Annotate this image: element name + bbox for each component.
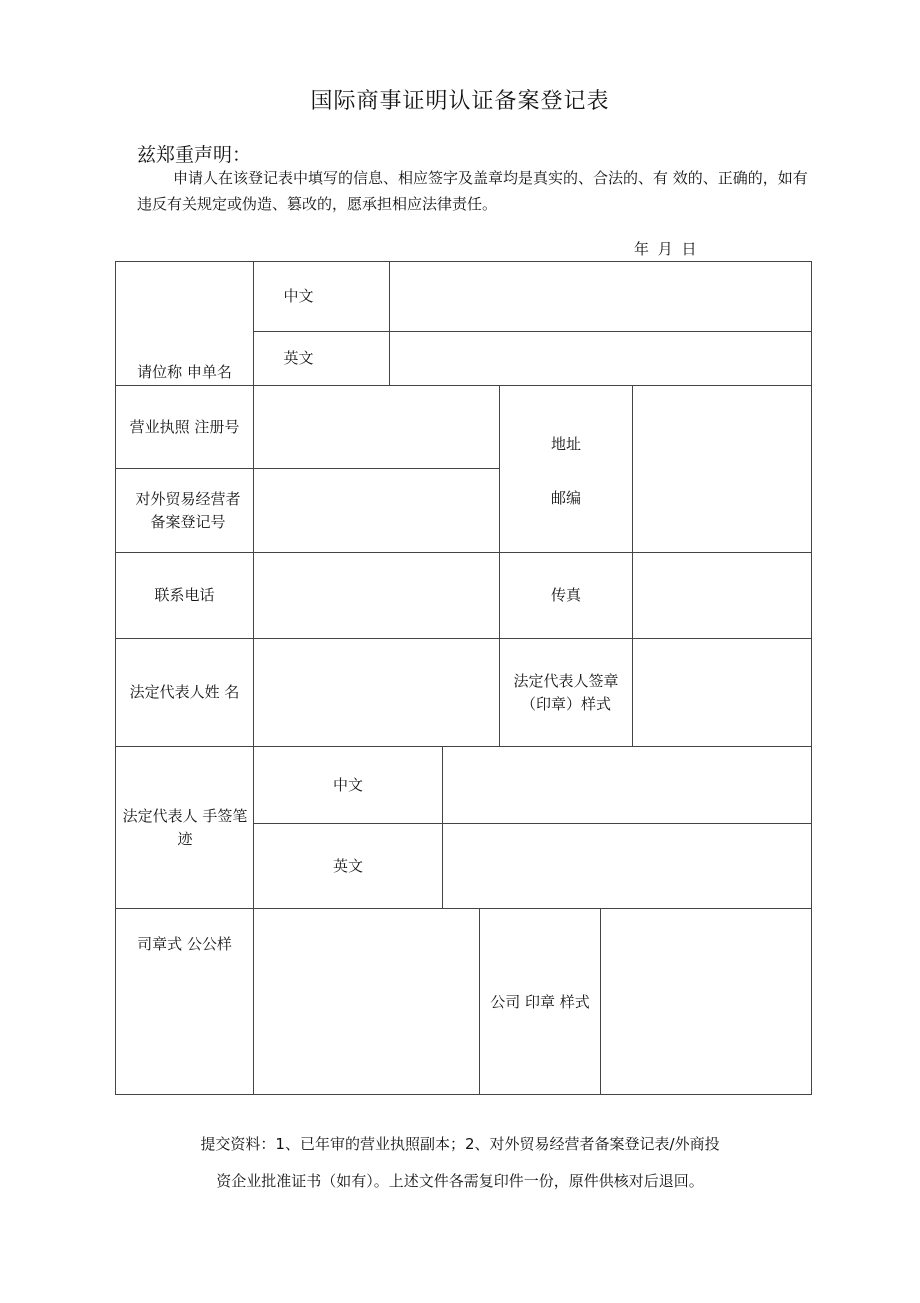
postcode-label: 邮编 (550, 488, 581, 507)
fax-field[interactable] (633, 553, 811, 638)
business-license-field[interactable] (254, 386, 499, 468)
foreign-trade-registration-field[interactable] (254, 469, 499, 552)
foreign-trade-registration-label: 对外贸易经营者备案登记号 (135, 489, 241, 531)
name-english-field[interactable] (390, 332, 811, 385)
date-label[interactable]: 年 月 日 (634, 240, 699, 258)
fax-label: 传真 (550, 586, 581, 604)
footer-note-line-2: 资企业批准证书（如有）。上述文件各需复印件一份，原件供核对后退回。 (216, 1172, 704, 1190)
declaration-body: 申请人在该登记表中填写的信息、相应签字及盖章均是真实的、合法的、有 效的、正确的，如有违反有关规定或伪造、篡改的，愿承担相应法律责任。 (137, 169, 808, 213)
address-label: 地址 (550, 434, 581, 453)
page-title: 国际商事证明认证备案登记表 (310, 89, 610, 114)
declaration-heading: 兹郑重声明： (137, 144, 252, 166)
column-rule (479, 908, 480, 1095)
legal-rep-seal-field[interactable] (633, 639, 811, 746)
table-border-right (811, 261, 812, 1095)
footer-note-line-1: 提交资料：1、已年审的营业执照副本；2、对外贸易经营者备案登记表/外商投 (200, 1135, 720, 1153)
name-english-label: 英文 (283, 349, 314, 367)
phone-field[interactable] (254, 553, 499, 638)
legal-rep-name-label: 法定代表人姓 名 (129, 683, 240, 701)
company-seal-field[interactable] (254, 909, 479, 1094)
name-chinese-label: 中文 (283, 287, 314, 305)
signature-chinese-field[interactable] (443, 747, 811, 823)
legal-rep-seal-label: 法定代表人签章（印章）样式 (513, 671, 619, 713)
legal-rep-name-field[interactable] (254, 639, 499, 746)
signature-chinese-label: 中文 (332, 775, 363, 794)
business-license-label: 营业执照 注册号 (129, 417, 240, 436)
signature-english-field[interactable] (443, 824, 811, 908)
address-postcode-field[interactable] (633, 386, 811, 552)
applicant-name-label: 请位称 申单名 (137, 362, 232, 381)
name-chinese-field[interactable] (390, 262, 811, 331)
company-seal-style-label: 公司 印章 样式 (490, 992, 590, 1011)
phone-label: 联系电话 (154, 586, 215, 604)
company-seal-label: 司章式 公公样 (137, 934, 232, 953)
signature-english-label: 英文 (332, 856, 363, 875)
legal-rep-signature-label: 法定代表人 手签笔迹 (122, 806, 248, 848)
table-border-bottom (115, 1094, 812, 1095)
company-seal-style-field[interactable] (601, 909, 811, 1094)
